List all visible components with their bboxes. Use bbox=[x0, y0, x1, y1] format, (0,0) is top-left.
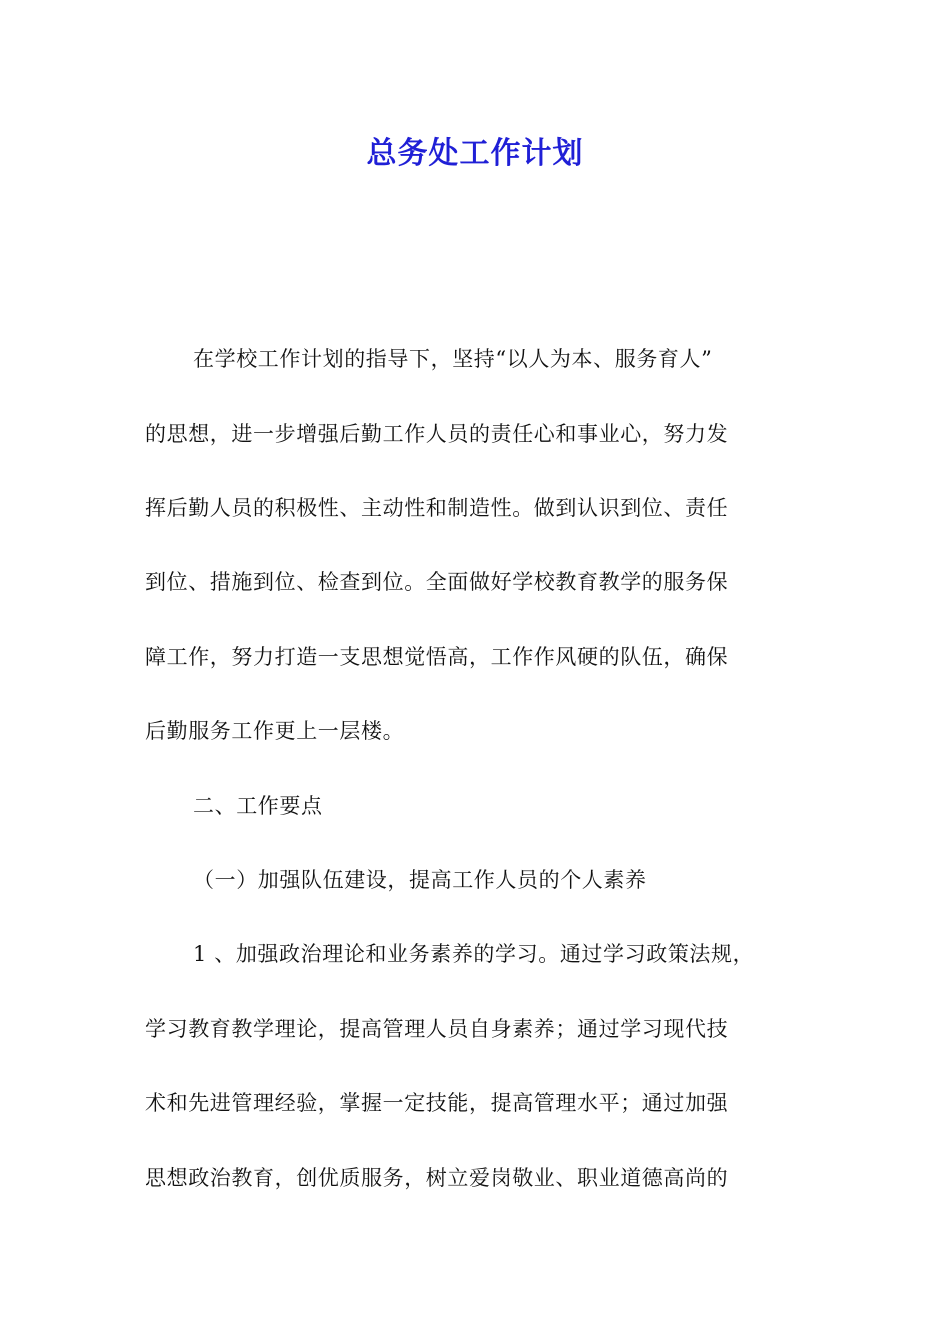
paragraph-line: 挥后勤人员的积极性、主动性和制造性。做到认识到位、责任 bbox=[145, 496, 729, 520]
paragraph-line: 思想政治教育，创优质服务，树立爱岗敬业、职业道德高尚的 bbox=[145, 1166, 729, 1190]
section-heading: 二、工作要点 bbox=[193, 794, 323, 818]
paragraph-line: 后勤服务工作更上一层楼。 bbox=[145, 719, 405, 743]
paragraph-line: 障工作，努力打造一支思想觉悟高，工作作风硬的队伍，确保 bbox=[145, 645, 729, 669]
paragraph-line: 1 、加强政治理论和业务素养的学习。通过学习政策法规， bbox=[193, 942, 755, 966]
paragraph-line: 的思想，进一步增强后勤工作人员的责任心和事业心，努力发 bbox=[145, 422, 729, 446]
paragraph-line: 学习教育教学理论，提高管理人员自身素养；通过学习现代技 bbox=[145, 1017, 729, 1041]
paragraph-line: 到位、措施到位、检查到位。全面做好学校教育教学的服务保 bbox=[145, 570, 729, 594]
document-title: 总务处工作计划 bbox=[366, 136, 584, 171]
paragraph-line: 在学校工作计划的指导下，坚持“以人为本、服务育人” bbox=[193, 347, 713, 371]
subsection-heading: （一）加强队伍建设，提高工作人员的个人素养 bbox=[193, 868, 647, 892]
paragraph-line: 术和先进管理经验，掌握一定技能，提高管理水平；通过加强 bbox=[145, 1091, 729, 1115]
